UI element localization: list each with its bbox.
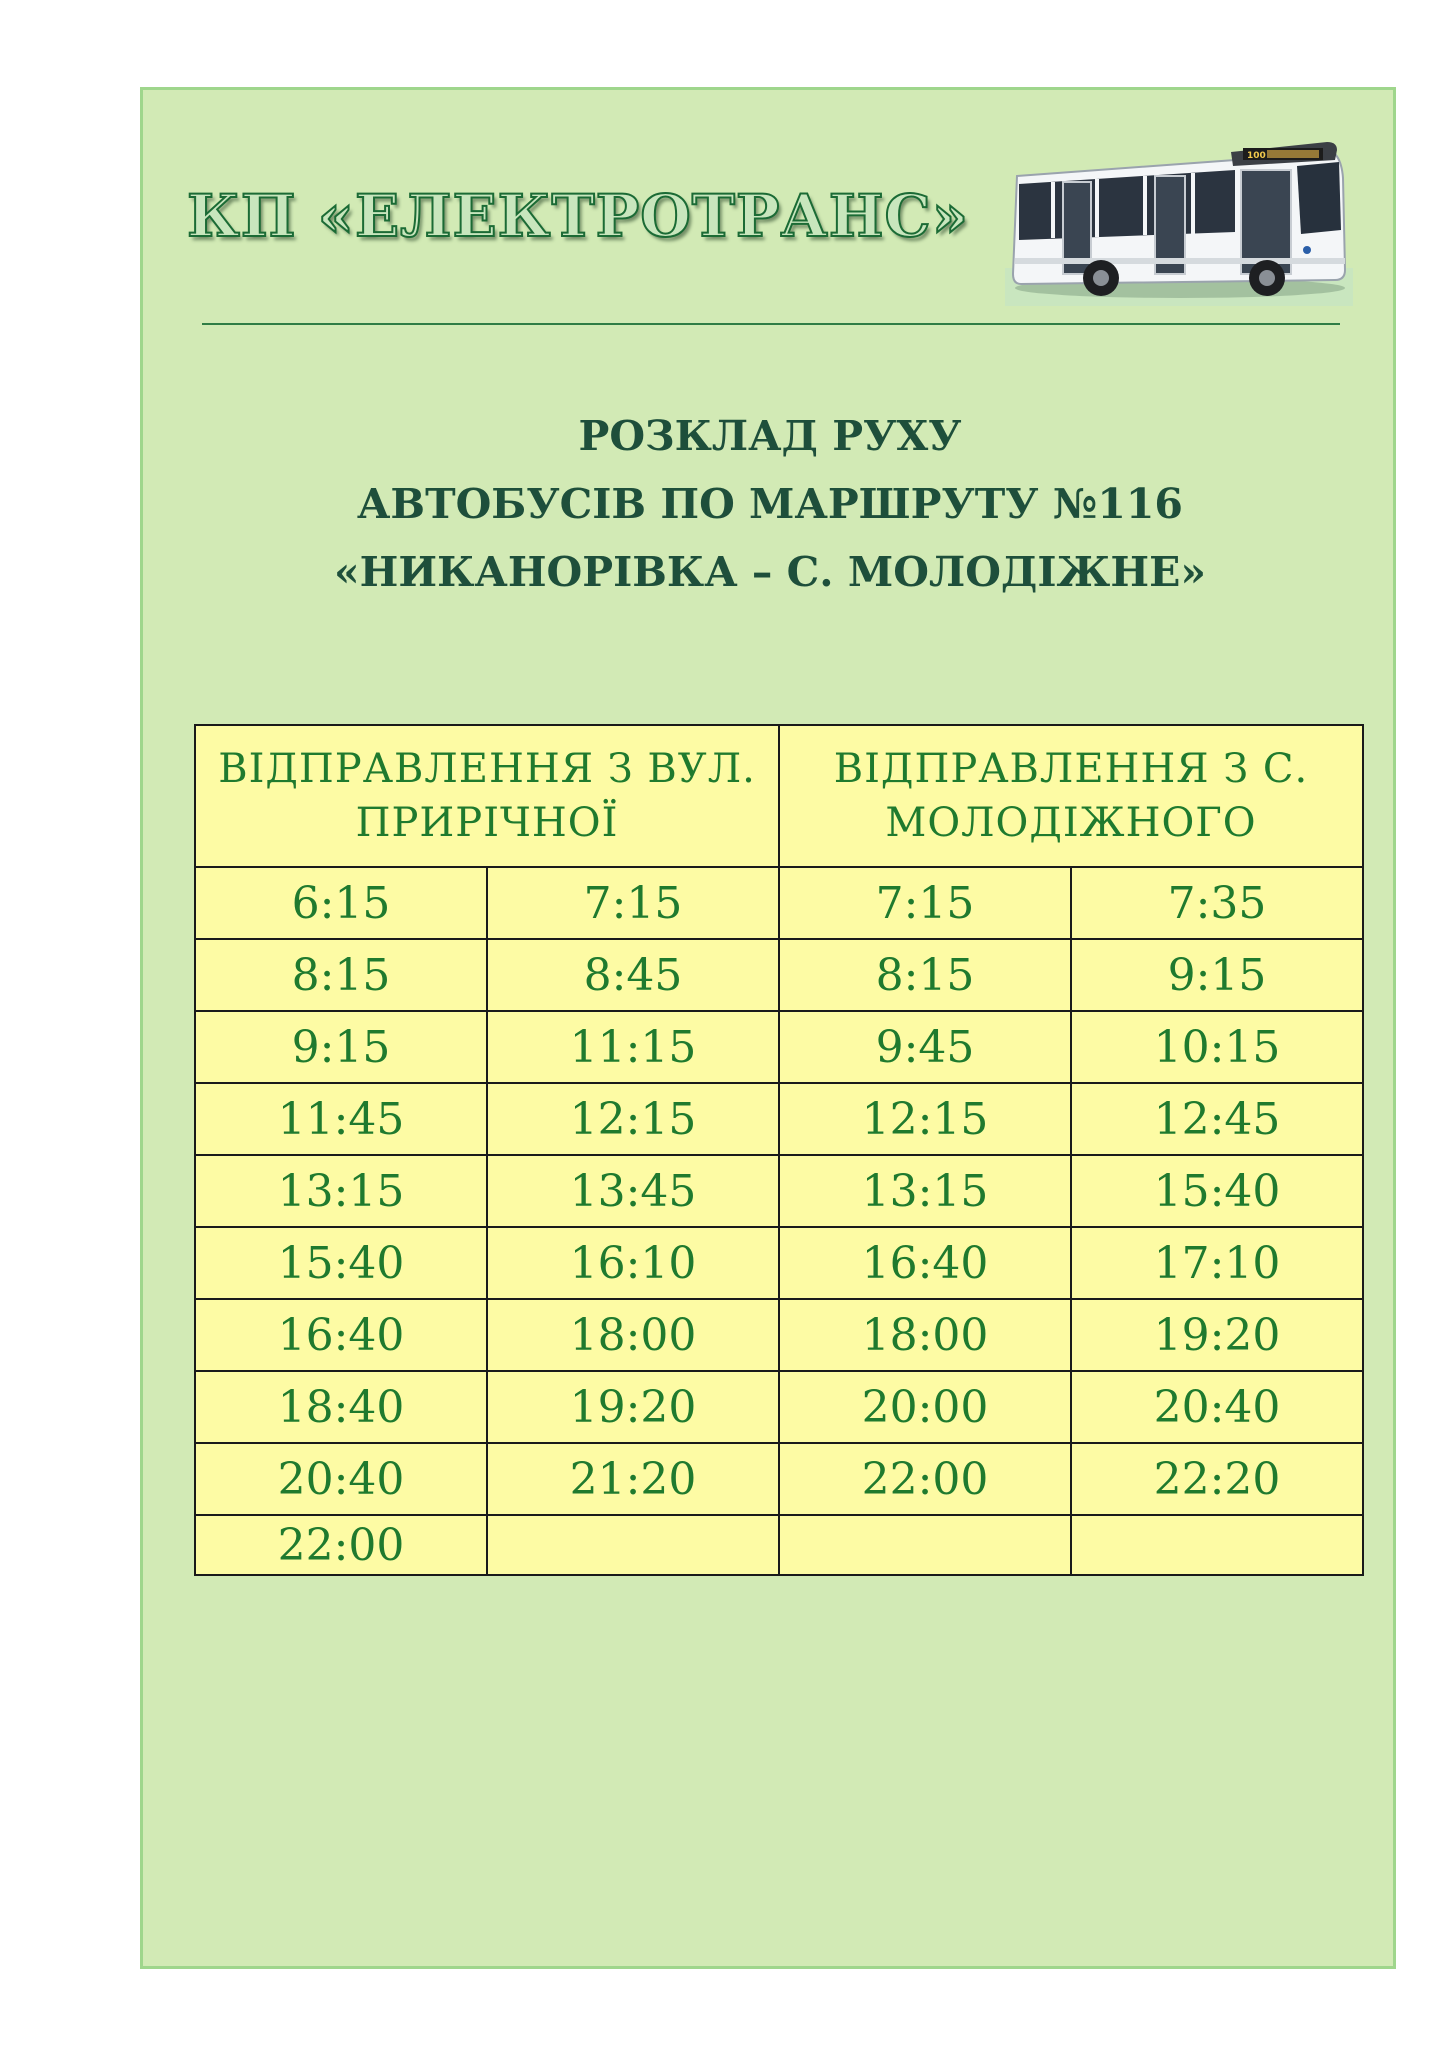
time-cell: 18:00: [779, 1299, 1071, 1371]
time-cell: 20:40: [1071, 1371, 1363, 1443]
time-cell: 9:15: [195, 1011, 487, 1083]
time-cell: 9:45: [779, 1011, 1071, 1083]
table-row: [195, 1155, 1363, 1227]
bus-photo-icon: [1005, 138, 1353, 306]
time-cell: 12:45: [1071, 1083, 1363, 1155]
time-cell: 18:40: [195, 1371, 487, 1443]
bus-route-sign: 100: [1247, 151, 1266, 161]
table-row: [195, 1083, 1363, 1155]
time-cell: 22:20: [1071, 1443, 1363, 1515]
time-cell: 19:20: [1071, 1299, 1363, 1371]
time-cell: 8:45: [487, 939, 779, 1011]
table-row: [195, 1227, 1363, 1299]
table-row: [195, 1371, 1363, 1443]
time-cell: 11:45: [195, 1083, 487, 1155]
time-cell: 22:00: [779, 1443, 1071, 1515]
time-cell: 16:40: [195, 1299, 487, 1371]
time-cell: 22:00: [195, 1515, 487, 1575]
time-cell: 17:10: [1071, 1227, 1363, 1299]
schedule-title-line2: АВТОБУСІВ ПО МАРШРУТУ №116: [357, 480, 1183, 528]
table-row: [195, 1443, 1363, 1515]
time-cell: 16:10: [487, 1227, 779, 1299]
time-cell: 11:15: [487, 1011, 779, 1083]
time-cell: 12:15: [779, 1083, 1071, 1155]
time-cell: 9:15: [1071, 939, 1363, 1011]
time-cell: 7:35: [1071, 867, 1363, 939]
time-cell: 8:15: [195, 939, 487, 1011]
table-row: [195, 1299, 1363, 1371]
schedule-table: [194, 724, 1364, 1576]
time-cell: [779, 1515, 1071, 1575]
header-departure-molodizhne: ВІДПРАВЛЕННЯ З С. МОЛОДІЖНОГО: [779, 725, 1363, 867]
time-cell: 7:15: [779, 867, 1071, 939]
table-row: [195, 939, 1363, 1011]
time-cell: 19:20: [487, 1371, 779, 1443]
table-header-row: [195, 725, 1363, 867]
time-cell: 16:40: [779, 1227, 1071, 1299]
time-cell: 6:15: [195, 867, 487, 939]
time-cell: 21:20: [487, 1443, 779, 1515]
time-cell: 8:15: [779, 939, 1071, 1011]
time-cell: 20:00: [779, 1371, 1071, 1443]
table-row: [195, 1515, 1363, 1575]
table-row: [195, 867, 1363, 939]
time-cell: 12:15: [487, 1083, 779, 1155]
schedule-title-line3: «НИКАНОРІВКА – С. МОЛОДІЖНЕ»: [334, 548, 1206, 596]
time-cell: 20:40: [195, 1443, 487, 1515]
schedule-title-line1: РОЗКЛАД РУХУ: [578, 412, 962, 460]
header-divider: [202, 323, 1340, 325]
time-cell: 15:40: [1071, 1155, 1363, 1227]
time-cell: 18:00: [487, 1299, 779, 1371]
time-cell: 13:15: [195, 1155, 487, 1227]
time-cell: 13:15: [779, 1155, 1071, 1227]
time-cell: 15:40: [195, 1227, 487, 1299]
time-cell: 13:45: [487, 1155, 779, 1227]
time-cell: [1071, 1515, 1363, 1575]
time-cell: 7:15: [487, 867, 779, 939]
time-cell: [487, 1515, 779, 1575]
header-departure-pririchna: ВІДПРАВЛЕННЯ З ВУЛ. ПРИРІЧНОЇ: [195, 725, 779, 867]
time-cell: 10:15: [1071, 1011, 1363, 1083]
table-row: [195, 1011, 1363, 1083]
org-name-title: КП «ЕЛЕКТРОТРАНС»: [187, 182, 969, 250]
